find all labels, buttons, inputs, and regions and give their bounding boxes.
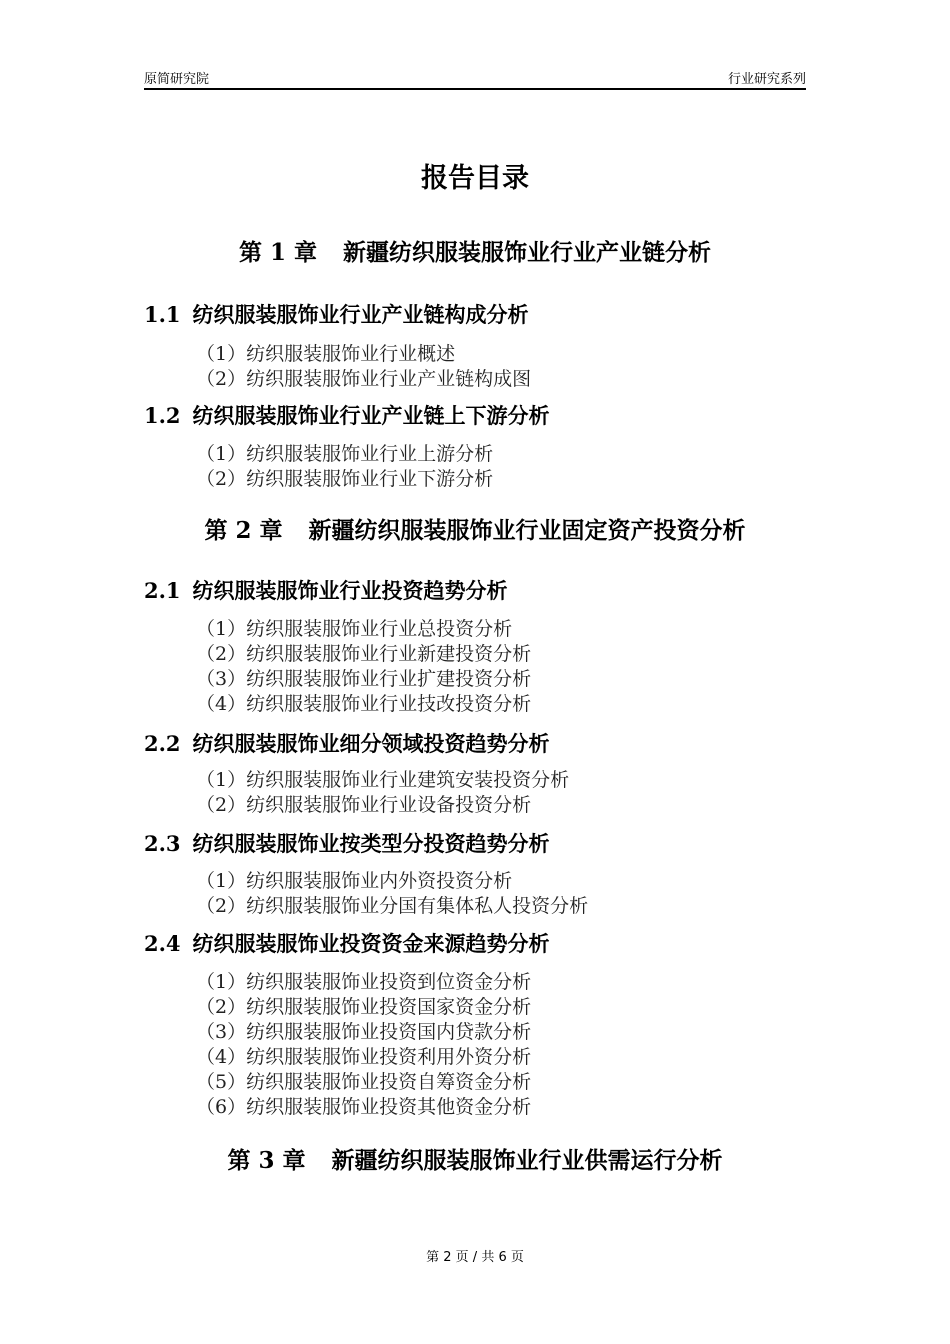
chapter-title: 新疆纺织服装服饰业行业供需运行分析: [331, 1147, 723, 1174]
section-heading: [144, 575, 508, 605]
toc-item: （3）纺织服装服饰业行业扩建投资分析: [196, 668, 532, 690]
toc-item: （5）纺织服装服饰业投资自筹资金分析: [196, 1071, 532, 1093]
section-number: 2.4: [144, 931, 181, 956]
section-heading: [144, 400, 550, 430]
section-title: 纺织服装服饰业按类型分投资趋势分析: [192, 831, 550, 856]
page-title: 报告目录: [421, 163, 529, 194]
toc-item: （2）纺织服装服饰业行业设备投资分析: [196, 794, 532, 816]
section-heading: [144, 928, 550, 958]
section-heading: [144, 828, 550, 858]
chapter-title: 新疆纺织服装服饰业行业固定资产投资分析: [308, 517, 746, 544]
toc-item: （4）纺织服装服饰业投资利用外资分析: [196, 1046, 532, 1068]
chapter-number: 第 1 章: [238, 239, 318, 266]
header-rule: [144, 88, 806, 90]
toc-item: （6）纺织服装服饰业投资其他资金分析: [196, 1096, 532, 1118]
section-heading: [144, 728, 550, 758]
chapter-heading: [0, 1142, 950, 1175]
section-number: 2.1: [144, 578, 181, 603]
toc-item: （4）纺织服装服饰业行业技改投资分析: [196, 693, 532, 715]
chapter-number: 第 2 章: [204, 517, 283, 544]
section-title: 纺织服装服饰业行业产业链上下游分析: [192, 403, 550, 428]
section-title: 纺织服装服饰业行业投资趋势分析: [192, 578, 508, 603]
toc-item: （1）纺织服装服饰业内外资投资分析: [196, 870, 513, 892]
toc-item: （1）纺织服装服饰业投资到位资金分析: [196, 971, 532, 993]
toc-item: （2）纺织服装服饰业投资国家资金分析: [196, 996, 532, 1018]
section-number: 1.1: [144, 302, 181, 327]
toc-item: （1）纺织服装服饰业行业建筑安装投资分析: [196, 769, 570, 791]
chapter-title: 新疆纺织服装服饰业行业产业链分析: [343, 239, 712, 266]
chapter-heading: [0, 512, 950, 545]
section-title: 纺织服装服饰业细分领域投资趋势分析: [192, 731, 550, 756]
toc-item: （2）纺织服装服饰业行业新建投资分析: [196, 643, 532, 665]
section-number: 2.2: [144, 731, 181, 756]
section-heading: [144, 299, 529, 329]
toc-item: （1）纺织服装服饰业行业概述: [196, 343, 456, 365]
toc-item: （1）纺织服装服饰业行业上游分析: [196, 443, 494, 465]
toc-item: （1）纺织服装服饰业行业总投资分析: [196, 618, 513, 640]
page-header-right: 行业研究系列: [727, 72, 806, 87]
page-header-left: 原简研究院: [144, 72, 210, 87]
toc-item: （2）纺织服装服饰业行业产业链构成图: [196, 368, 532, 390]
section-number: 2.3: [144, 831, 181, 856]
section-title: 纺织服装服饰业投资资金来源趋势分析: [192, 931, 550, 956]
section-title: 纺织服装服饰业行业产业链构成分析: [192, 302, 529, 327]
page-footer: 第 2 页 / 共 6 页: [426, 1250, 524, 1265]
chapter-heading: [0, 234, 950, 267]
section-number: 1.2: [144, 403, 181, 428]
toc-item: （3）纺织服装服饰业投资国内贷款分析: [196, 1021, 532, 1043]
toc-item: （2）纺织服装服饰业分国有集体私人投资分析: [196, 895, 589, 917]
chapter-number: 第 3 章: [227, 1147, 306, 1174]
toc-item: （2）纺织服装服饰业行业下游分析: [196, 468, 494, 490]
